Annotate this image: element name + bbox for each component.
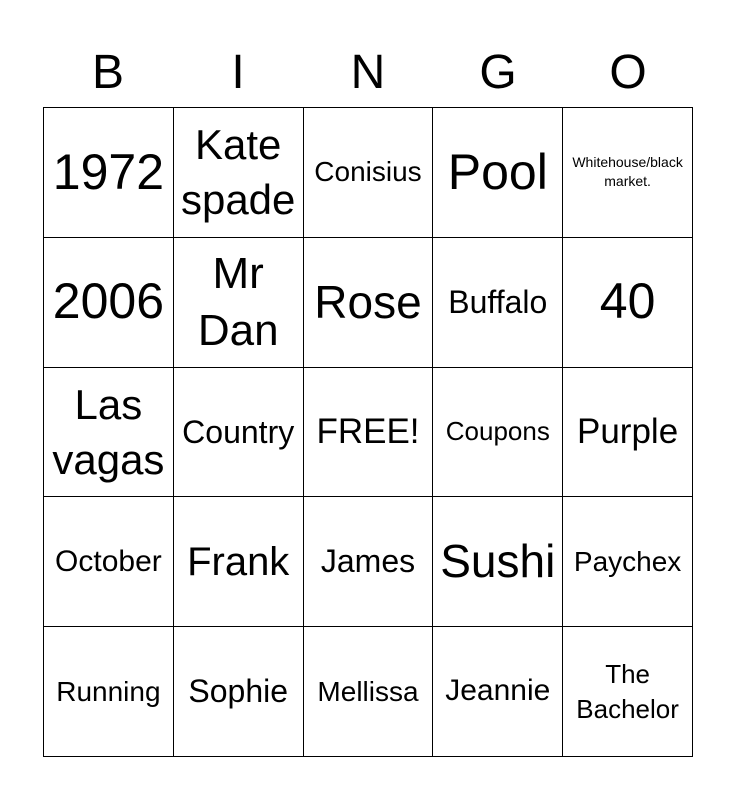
cell-text: FREE!: [316, 411, 420, 451]
cell-text: 1972: [52, 143, 165, 200]
cell-text: James: [320, 543, 416, 580]
bingo-cell[interactable]: [174, 497, 304, 627]
cell-text: Mellissa: [317, 675, 419, 707]
cell-text: Jeannie: [445, 674, 551, 708]
cell-text: Running: [56, 675, 161, 707]
cell-text: Coupons: [445, 416, 550, 447]
cell-text: Pool: [447, 143, 548, 200]
cell-text: Purple: [577, 411, 679, 451]
bingo-cell[interactable]: [433, 497, 563, 627]
cell-text: Kate spade: [180, 120, 296, 224]
cell-text: Paychex: [573, 545, 682, 577]
header-letter-g: G: [479, 46, 517, 99]
bingo-cell[interactable]: [174, 238, 304, 368]
bingo-cell[interactable]: [174, 627, 304, 757]
cell-text: Frank: [187, 539, 290, 584]
bingo-cell[interactable]: [304, 627, 434, 757]
bingo-header: [43, 40, 693, 106]
cell-text: Sushi: [440, 535, 556, 588]
bingo-cell[interactable]: [44, 368, 174, 498]
header-letter-o: O: [609, 46, 647, 99]
bingo-cell[interactable]: [174, 108, 304, 238]
bingo-card-grid: [43, 107, 693, 757]
cell-text: Mr Dan: [197, 249, 279, 356]
bingo-cell[interactable]: [563, 238, 693, 368]
bingo-cell[interactable]: [563, 627, 693, 757]
bingo-cell[interactable]: [563, 108, 693, 238]
bingo-cell[interactable]: [304, 497, 434, 627]
cell-text: Country: [182, 413, 295, 450]
cell-text: October: [55, 544, 162, 578]
bingo-cell[interactable]: [304, 108, 434, 238]
header-letter-b: B: [91, 46, 124, 99]
bingo-cell[interactable]: [44, 627, 174, 757]
cell-text: Rose: [314, 275, 422, 328]
bingo-cell[interactable]: [44, 497, 174, 627]
bingo-cell[interactable]: [433, 108, 563, 238]
bingo-cell free-space[interactable]: [304, 368, 434, 498]
bingo-cell[interactable]: [44, 238, 174, 368]
header-letter-n: N: [350, 46, 386, 99]
cell-text: The Bachelor: [576, 658, 679, 724]
cell-text: 2006: [52, 273, 165, 330]
cell-text: Buffalo: [448, 283, 548, 320]
bingo-cell[interactable]: [433, 368, 563, 498]
bingo-cell[interactable]: [433, 238, 563, 368]
bingo-cell[interactable]: [44, 108, 174, 238]
cell-text: Las vagas: [52, 380, 165, 483]
cell-text: Whitehouse/black market.: [572, 153, 683, 190]
cell-text: Sophie: [188, 673, 289, 710]
cell-text: 40: [599, 273, 656, 330]
bingo-cell[interactable]: [563, 368, 693, 498]
bingo-cell[interactable]: [304, 238, 434, 368]
bingo-cell[interactable]: [563, 497, 693, 627]
bingo-cell[interactable]: [174, 368, 304, 498]
cell-text: Conisius: [314, 156, 422, 188]
bingo-cell[interactable]: [433, 627, 563, 757]
header-letter-i: I: [231, 46, 245, 99]
